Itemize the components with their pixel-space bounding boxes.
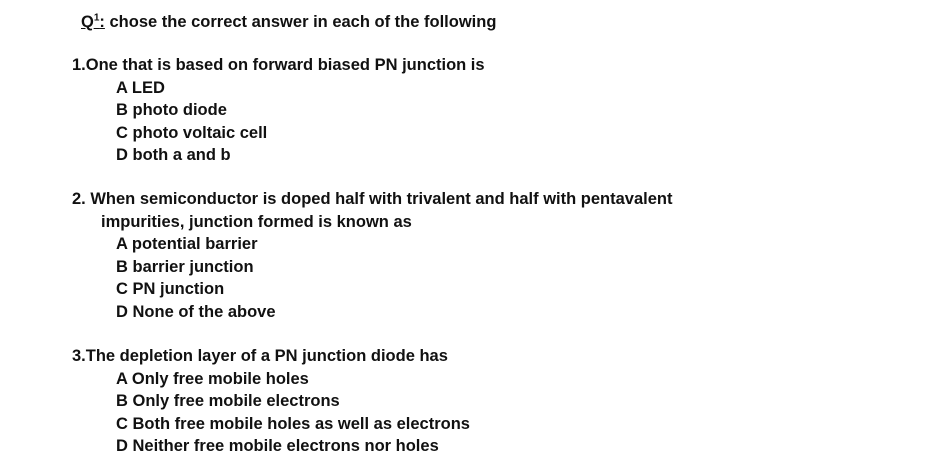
option-d: D None of the above xyxy=(116,302,276,321)
question-2 xyxy=(72,188,673,323)
option-b: B Only free mobile electrons xyxy=(116,392,340,410)
question-label: $Q^1$: xyxy=(81,12,105,31)
question-stem: 1.One that is based on forward biased PN junction is xyxy=(72,56,485,74)
option-d: D Neither free mobile electrons nor holes xyxy=(116,437,439,455)
question-superscript: 1 xyxy=(93,12,100,24)
question-stem: 3.The depletion layer of a PN junction diode has xyxy=(72,347,448,365)
option-c: C PN junction xyxy=(116,280,225,298)
question-stem-continued: impurities, junction formed is known as xyxy=(101,212,412,231)
option-b: B photo diode xyxy=(116,101,227,119)
option-d: D both a and b xyxy=(116,146,231,164)
option-a: A Only free mobile holes xyxy=(116,369,309,388)
option-b: B barrier junction xyxy=(116,257,254,276)
instruction-text: chose the correct answer in each of the following xyxy=(104,13,497,31)
question-stem: 2. When semiconductor is doped half with trivalent and half with pentavalent xyxy=(72,190,673,208)
section-heading xyxy=(81,11,496,34)
option-a: A potential barrier xyxy=(116,235,258,253)
option-a: A LED xyxy=(116,78,165,97)
option-c: C Both free mobile holes as well as electrons xyxy=(116,414,470,433)
question-1 xyxy=(72,54,485,167)
question-3 xyxy=(72,345,470,458)
option-c: C photo voltaic cell xyxy=(116,123,268,142)
